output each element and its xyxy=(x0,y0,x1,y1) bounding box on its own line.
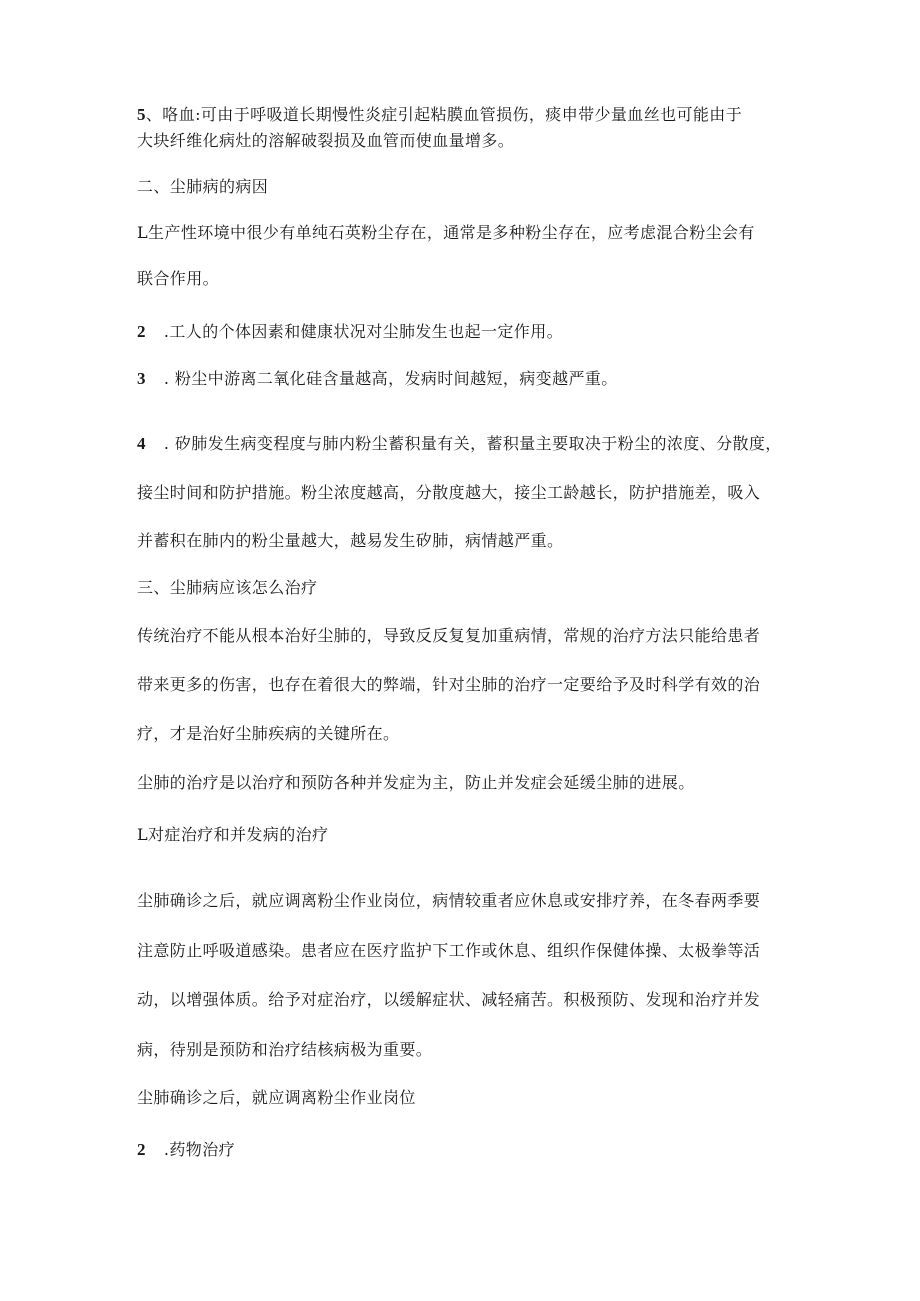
section-heading-treatment: 三、尘肺病应该怎么治疗 xyxy=(137,578,318,597)
item-number: 3 xyxy=(137,369,146,388)
item-number: 4 xyxy=(137,434,146,453)
symptomatic-para-line4: 病，待别是预防和治疗结核病极为重要。 xyxy=(137,1040,433,1059)
treatment-para-line3: 疗，才是治好尘肺疾病的关键所在。 xyxy=(137,724,400,743)
symptomatic-note: 尘肺确诊之后，就应调离粉尘作业岗位 xyxy=(137,1088,416,1107)
cause-1-line1: L生产性环境中很少有单纯石英粉尘存在，通常是多种粉尘存在，应考虑混合粉尘会有 xyxy=(137,223,755,242)
text: . 粉尘中游离二氧化硅含量越高，发病时间越短，病变越严重。 xyxy=(163,369,618,388)
paragraph-hemoptysis-line1 xyxy=(137,104,742,126)
treatment-para-line1: 传统治疗不能从根本治好尘肺的，导致反反复复加重病情，常规的治疗方法只能给患者 xyxy=(137,626,761,645)
symptomatic-para-line2: 注意防止呼吸道感染。患者应在医疗监护下工作或休息、组织作保健体操、太极拳等活 xyxy=(137,941,761,960)
paragraph-hemoptysis-line2: 大块纤维化病灶的溶解破裂损及血管而使血量增多。 xyxy=(137,131,515,150)
cause-4-line2: 接尘时间和防护措施。粉尘浓度越高，分散度越大，接尘工龄越长，防护措施差，吸入 xyxy=(137,483,761,502)
text: 、咯血:可由于呼吸道长期慢性炎症引起粘膜血管损伤，痰申带少量血丝也可能由于 xyxy=(145,105,743,124)
symptomatic-para-line3: 动，以增强体质。给予对症治疗，以缓解症状、减轻痛苦。积极预防、发现和治疗并发 xyxy=(137,990,761,1009)
cause-4-line3: 并蓄积在肺内的粉尘量越大，越易发生矽肺，病情越严重。 xyxy=(137,531,564,550)
cause-3 xyxy=(137,368,618,390)
cause-1-line2: 联合作用。 xyxy=(137,269,220,288)
text: .药物治疗 xyxy=(163,1140,235,1159)
symptomatic-para-line1: 尘肺确诊之后，就应调离粉尘作业岗位，病情较重者应休息或安排疗养，在冬春两季要 xyxy=(137,891,761,910)
item-number: 2 xyxy=(137,322,146,341)
item-number: 2 xyxy=(137,1140,146,1159)
cause-4-line1 xyxy=(137,433,782,455)
treatment-para-line2: 带来更多的伤害，也存在着很大的弊端，针对尘肺的治疗一定要给予及时科学有效的治 xyxy=(137,675,761,694)
subheading-symptomatic: L对症治疗和并发病的治疗 xyxy=(137,825,329,844)
item-number: 5 xyxy=(137,105,146,124)
cause-2 xyxy=(137,321,563,343)
section-heading-causes: 二、尘肺病的病因 xyxy=(137,177,269,196)
text: . 矽肺发生病变程度与肺内粉尘蓄积量有关，蓄积量主要取决于粉尘的浓度、分散度， xyxy=(163,434,782,453)
text: .工人的个体因素和健康状况对尘肺发生也起一定作用。 xyxy=(163,322,563,341)
treatment-principle: 尘肺的治疗是以治疗和预防各种并发症为主，防止并发症会延缓尘肺的进展。 xyxy=(137,773,695,792)
subheading-drug-therapy xyxy=(137,1139,235,1161)
